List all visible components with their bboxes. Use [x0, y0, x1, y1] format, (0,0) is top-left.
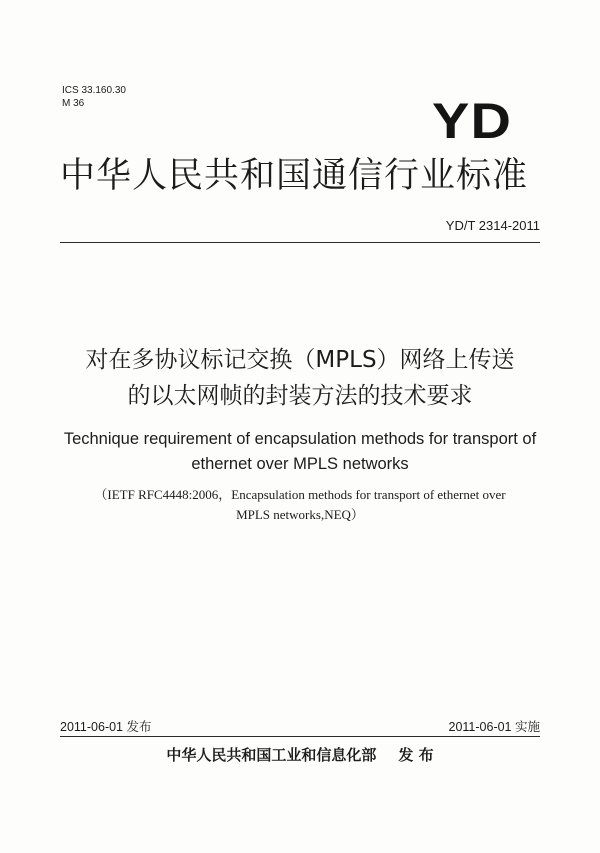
- english-title-line-2: ethernet over MPLS networks: [191, 455, 409, 473]
- chinese-title-line-1: 对在多协议标记交换（MPLS）网络上传送: [85, 347, 515, 373]
- publisher-name: 中华人民共和国工业和信息化部: [166, 746, 377, 764]
- issue-label: 发 布: [398, 746, 434, 764]
- effective-date: 2011-06-01 实施: [448, 720, 540, 734]
- ics-code: ICS 33.160.30: [62, 85, 126, 96]
- reference-standard-line-2: MPLS networks,NEQ）: [236, 507, 364, 522]
- top-divider: [60, 242, 540, 243]
- release-date: 2011-06-01 发布: [60, 720, 152, 734]
- yd-logo: YD: [432, 93, 513, 149]
- bottom-divider: [60, 736, 540, 737]
- ccs-code: M 36: [62, 98, 85, 109]
- english-title-line-1: Technique requirement of encapsulation methods for transport of: [63, 430, 537, 448]
- chinese-title-line-2: 的以太网帧的封装方法的技术要求: [127, 383, 473, 409]
- standard-category-title: 中华人民共和国通信行业标准: [60, 156, 529, 196]
- standard-number: YD/T 2314-2011: [445, 218, 540, 233]
- reference-standard-line-1: （IETF RFC4448:2006，Encapsulation methods for transport of ethernet over: [94, 487, 506, 502]
- publisher-line: [0, 744, 600, 765]
- classification-codes: [62, 84, 126, 110]
